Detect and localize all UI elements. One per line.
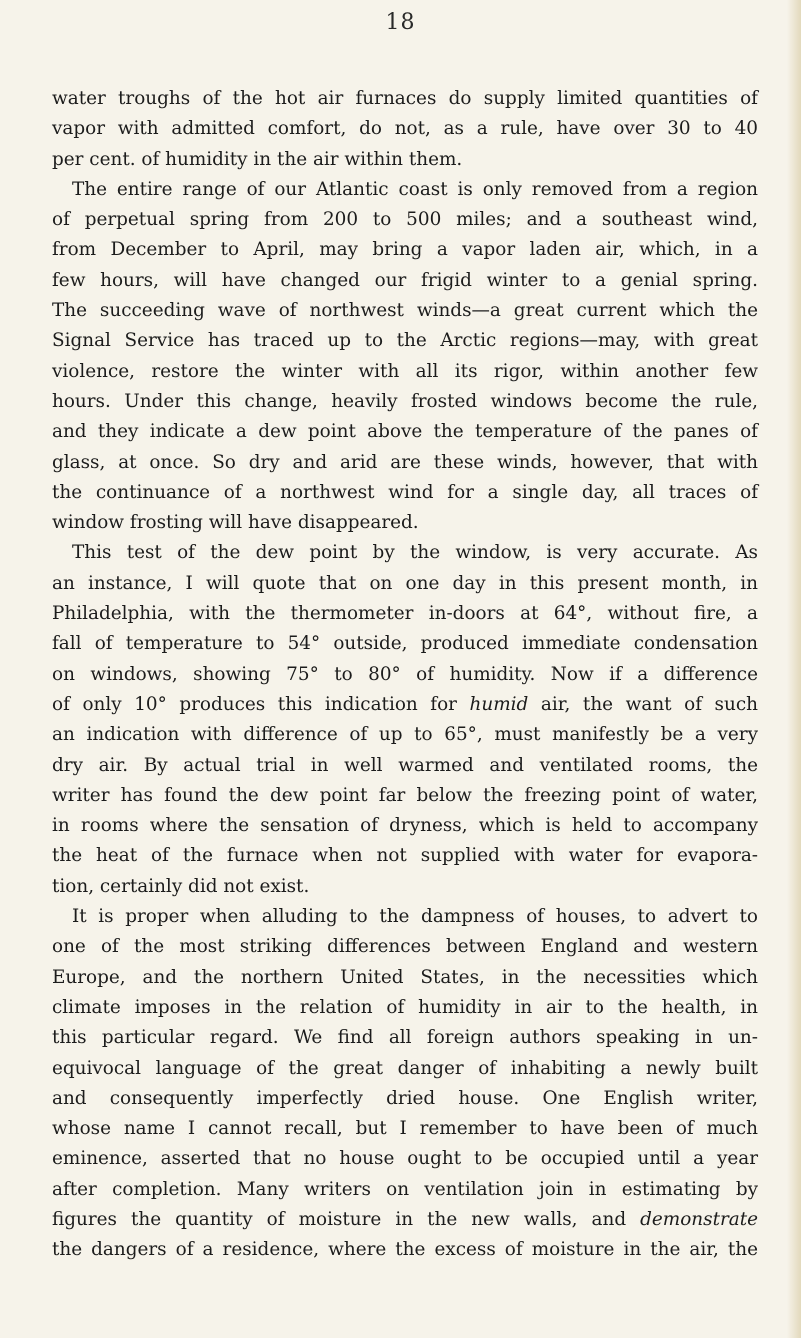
text-line: after completion. Many writers on ventilation join in estimating by <box>52 1178 758 1200</box>
text-line <box>52 690 758 720</box>
text-line: glass, at once. So dry and arid are these winds, however, that with <box>52 451 758 473</box>
italic-word: demonstrate <box>640 1208 758 1230</box>
text-line: few hours, will have changed our frigid winter to a genial spring. <box>52 269 758 291</box>
text-line: vapor with admitted comfort, do not, as a rule, have over 30 to 40 <box>52 118 758 140</box>
body-text <box>52 84 758 1266</box>
text-line: This test of the dew point by the window, is very accurate. As <box>72 542 758 564</box>
page-edge-shadow <box>787 0 801 1338</box>
text-segment: air, the want of such <box>528 693 758 715</box>
text-line: the dangers of a residence, where the excess of moisture in the air, the <box>52 1239 758 1261</box>
text-line: the continuance of a northwest wind for a single day, all traces of <box>52 481 758 503</box>
text-line: fall of temperature to 54° outside, produced immediate condensation <box>52 633 758 655</box>
text-line: from December to April, may bring a vapor laden air, which, in a <box>52 239 758 261</box>
italic-word: humid <box>469 693 529 715</box>
text-line: this particular regard. We find all foreign authors speaking in un- <box>52 1027 758 1049</box>
text-line: dry air. By actual trial in well warmed and ventilated rooms, the <box>52 754 758 776</box>
text-line: The succeeding wave of northwest winds—a great current which the <box>52 300 758 322</box>
text-line: It is proper when alluding to the dampness of houses, to advert to <box>72 906 758 928</box>
text-line: of perpetual spring from 200 to 500 miles; and a southeast wind, <box>52 209 758 231</box>
text-line: climate imposes in the relation of humidity in air to the health, in <box>52 996 758 1018</box>
text-line: an instance, I will quote that on one day in this present month, in <box>52 572 758 594</box>
text-line: in rooms where the sensation of dryness, which is held to accompany <box>52 815 758 837</box>
text-line: eminence, asserted that no house ought to be occupied until a year <box>52 1148 758 1170</box>
text-line: the heat of the furnace when not supplied with water for evapora- <box>52 845 758 867</box>
text-line: Europe, and the northern United States, in the necessities which <box>52 966 758 988</box>
text-line: whose name I cannot recall, but I remember to have been of much <box>52 1118 758 1140</box>
text-line: and they indicate a dew point above the temperature of the panes of <box>52 421 758 443</box>
text-line: violence, restore the winter with all its rigor, within another few <box>52 360 758 382</box>
text-line: one of the most striking differences between England and western <box>52 936 758 958</box>
page-number: 18 <box>385 10 416 35</box>
text-line: hours. Under this change, heavily frosted windows become the rule, <box>52 390 758 412</box>
text-line: Philadelphia, with the thermometer in-doors at 64°, without fire, a <box>52 603 758 625</box>
text-line <box>52 1205 758 1235</box>
text-line: The entire range of our Atlantic coast is only removed from a region <box>72 178 758 200</box>
text-line: equivocal language of the great danger of inhabiting a newly built <box>52 1057 758 1079</box>
text-line: per cent. of humidity in the air within them. <box>52 148 463 170</box>
text-line: tion, certainly did not exist. <box>52 875 310 897</box>
text-line: writer has found the dew point far below the freezing point of water, <box>52 784 758 806</box>
text-line: an indication with difference of up to 65°, must manifestly be a very <box>52 724 758 746</box>
text-line: window frosting will have disappeared. <box>52 512 419 534</box>
text-segment: figures the quantity of moisture in the new walls, and <box>52 1208 641 1230</box>
text-line: and consequently imperfectly dried house. One English writer, <box>52 1087 758 1109</box>
text-line: water troughs of the hot air furnaces do supply limited quantities of <box>52 88 758 109</box>
text-line: on windows, showing 75° to 80° of humidity. Now if a difference <box>52 663 758 685</box>
text-segment: of only 10° produces this indication for <box>52 693 470 715</box>
text-line: Signal Service has traced up to the Arctic regions—may, with great <box>52 330 758 352</box>
